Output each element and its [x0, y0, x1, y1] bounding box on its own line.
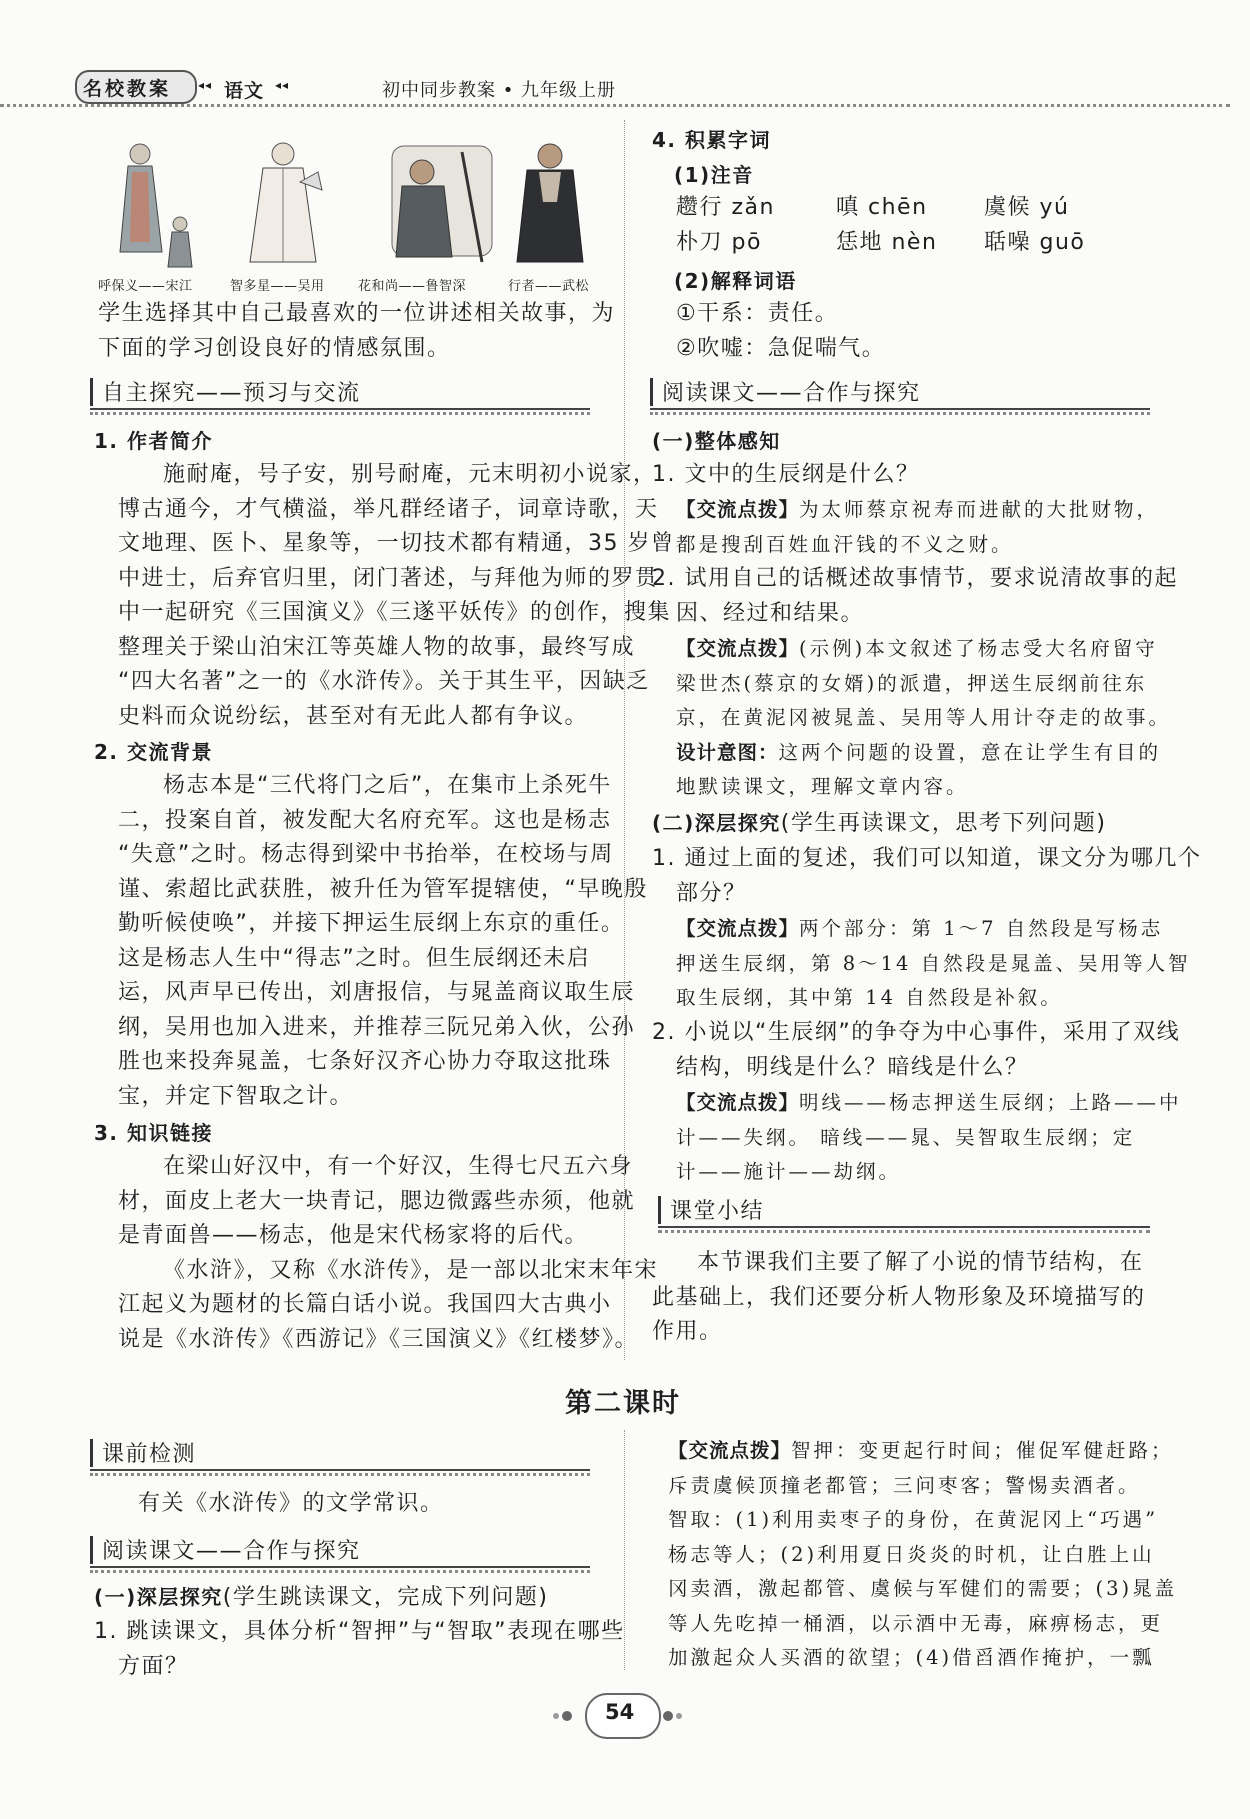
header-book-title: 初中同步教案 • 九年级上册: [382, 80, 617, 101]
answer-4: 【交流点拨】明线——杨志押送生辰纲；上路——中 计——失纲。 暗线——晁、吴智取生辰纲；定 计——施计——劫纲。: [676, 1091, 1182, 1183]
wu-yong-illustration: [238, 132, 338, 272]
item-vocab-title: 4. 积累字词: [652, 128, 771, 152]
pinyin-cell: 虞候 yú: [984, 195, 1070, 220]
question-4: 2. 小说以“生辰纲”的争夺为中心事件，采用了双线 结构，明线是什么？暗线是什么？: [652, 1020, 1181, 1080]
caption-lu-zhishen: 花和尚——鲁智深: [358, 279, 467, 294]
page-number-ornament-right: [663, 1710, 691, 1720]
explain-title: (2)解释词语: [674, 269, 797, 293]
pinyin-cell: 趱行 zǎn: [676, 195, 775, 220]
pinyin-cell: 恁地 nèn: [836, 230, 938, 255]
lesson2-part-title: (一)深层探究(学生跳读课文，完成下列问题): [94, 1585, 549, 1610]
part-overall-title: (一)整体感知: [652, 429, 781, 453]
header-arrows-right: ◂◂: [275, 78, 290, 92]
question-3: 1. 通过上面的复述，我们可以知道，课文分为哪几个 部分？: [652, 846, 1202, 906]
section-read-cooperate-2-title: 阅读课文——合作与探究: [102, 1539, 361, 1564]
summary-body: 本节课我们主要了解了小说的情节结构，在 此基础上，我们还要分析人物形象及环境描写的 作用。: [652, 1250, 1146, 1344]
item-author-title: 1. 作者简介: [94, 429, 213, 453]
pinyin-cell: 聒噪 guō: [984, 230, 1086, 255]
question-2: 2. 试用自己的话概述故事情节，要求说清故事的起 因、经过和结果。: [652, 566, 1178, 626]
pre-check-text: 有关《水浒传》的文学常识。: [138, 1491, 444, 1516]
lesson2-answer: 【交流点拨】智押：变更起行时间；催促军健赶路； 斥责虞候顶撞老都管；三问枣客；警惕卖酒者。 智取：(1)利用卖枣子的身份，在黄泥冈上“巧遇” 杨志等人；(2)利用夏日炎炎的时机，让白胜上山 冈卖酒，激起都管、虞候与军健们的需要；(3)晁盖 等人先吃掉一桶酒，以示酒中无毒，麻痹杨志，更 加激起众人买酒的欲望；(4)借舀酒作掩护，一瓢: [668, 1439, 1178, 1669]
column-divider-2: [624, 1430, 625, 1670]
caption-wu-yong: 智多星——吴用: [230, 279, 325, 294]
header-arrows-left: ◂◂: [198, 78, 213, 92]
lesson2-question: 1. 跳读课文，具体分析“智押”与“智取”表现在哪些 方面？: [94, 1619, 625, 1679]
item-background-title: 2. 交流背景: [94, 740, 213, 764]
caption-wu-song: 行者——武松: [508, 279, 590, 294]
wu-song-illustration: [505, 132, 595, 272]
caption-song-jiang: 呼保义——宋江: [98, 279, 193, 294]
section-read-cooperate: [650, 372, 1150, 408]
song-jiang-illustration: [100, 132, 200, 272]
section-pre-check: [90, 1433, 590, 1469]
question-1: 1. 文中的生辰纲是什么？: [652, 462, 920, 487]
section-summary-title: 课堂小结: [670, 1199, 765, 1224]
answer-1: 【交流点拨】为太师蔡京祝寿而进献的大批财物， 都是搜刮百姓血汗钱的不义之财。: [676, 498, 1160, 556]
answer-2: 【交流点拨】(示例)本文叙述了杨志受大名府留守 梁世杰(蔡京的女婿)的派遣，押送生辰纲前往东 京，在黄泥冈被晁盖、吴用等人用计夺走的故事。 设计意图：这两个问题的设置，意在让学生有目的 地默读课文，理解文章内容。: [676, 637, 1172, 798]
item-knowledge-title: 3. 知识链接: [94, 1121, 213, 1145]
pinyin-cell: 朴刀 pō: [676, 230, 762, 255]
section-read-cooperate-2: [90, 1530, 590, 1566]
explain-body: ①干系：责任。 ②吹嘘：急促喘气。: [676, 301, 886, 361]
header-rule: [0, 104, 1230, 107]
column-divider: [624, 120, 625, 1360]
section-summary: [658, 1190, 1150, 1226]
logo-text: 名校教案: [83, 78, 172, 100]
header-subject: 语文: [224, 80, 265, 102]
section-pre-check-title: 课前检测: [102, 1442, 197, 1467]
item-knowledge-body: 在梁山好汉中，有一个好汉，生得七尺五六身 材，面皮上老大一块青记，腮边微露些赤须，他就 是青面兽——杨志，他是宋代杨家将的后代。 《水浒》，又称《水浒传》，是一部以北宋末年宋 江起义为题材的长篇白话小说。我国四大古典小 说是《水浒传》《西游记》《三国演义》《红楼梦》。: [118, 1154, 659, 1352]
page-number: 54: [605, 1700, 635, 1724]
item-background-body: 杨志本是“三代将门之后”，在集市上杀死牛 二，投案自首，被发配大名府充军。这也是杨志 “失意”之时。杨志得到梁中书抬举，在校场与周 谨、索超比武获胜，被升任为管军提辖使，“早晚殷 勤听候使唤”，并接下押运生辰纲上东京的重任。 这是杨志人生中“得志”之时。但生辰纲还未启 运，风声早已传出，刘唐报信，与晁盖商议取生辰 纲，吴用也加入进来，并推荐三阮兄弟入伙，公孙 胜也来投奔晁盖，七条好汉齐心协力夺取这批珠 宝，并定下智取之计。: [118, 773, 648, 1109]
section-read-cooperate-title: 阅读课文——合作与探究: [662, 381, 921, 406]
lesson-2-title: 第二课时: [565, 1388, 681, 1419]
pinyin-title: (1)注音: [674, 163, 754, 187]
item-author-body: 施耐庵，号子安，别号耐庵，元末明初小说家， 博古通今，才气横溢，举凡群经诸子，词章诗歌，天 文地理、医卜、星象等，一切技术都有精通，35 岁曾 中进士，后弃官归里，闭门著述，与拜他为师的罗贯 中一起研究《三国演义》《三遂平妖传》的创作，搜集 整理关于梁山泊宋江等英雄人物的故事，最终写成 “四大名著”之一的《水浒传》。关于其生平，因缺乏 史料而众说纷纭，甚至对有无此人都有争议。: [118, 462, 675, 729]
section-self-study: [90, 372, 590, 408]
part-deep-title: (二)深层探究(学生再读课文，思考下列问题): [652, 811, 1107, 836]
answer-3: 【交流点拨】两个部分：第 1～7 自然段是写杨志 押送生辰纲，第 8～14 自然段是晁盖、吴用等人智 取生辰纲，其中第 14 自然段是补叙。: [676, 917, 1191, 1009]
section-self-study-title: 自主探究——预习与交流: [102, 381, 361, 406]
lu-zhishen-illustration: [372, 132, 512, 272]
intro-text: 学生选择其中自己最喜欢的一位讲述相关故事，为 下面的学习创设良好的情感氛围。: [98, 301, 616, 361]
pinyin-cell: 嗔 chēn: [836, 195, 928, 220]
page-number-ornament-left: [553, 1710, 581, 1720]
